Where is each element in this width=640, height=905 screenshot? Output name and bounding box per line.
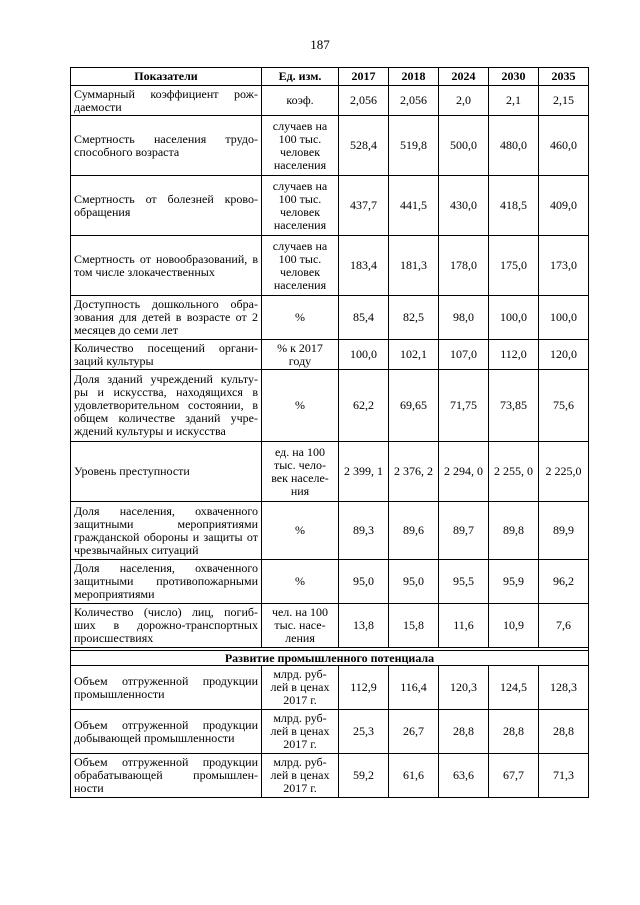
value-cell: 430,0 [439, 176, 489, 236]
value-cell: 437,7 [339, 176, 389, 236]
value-cell: 26,7 [389, 710, 439, 754]
indicator-cell: Доля зданий учреждений культу- ры и искусства, находящихся в удовлетворительном состоянии, в общем количестве зданий учре- ждений культуры и искусства [71, 370, 262, 442]
value-cell: 2,1 [489, 86, 539, 116]
value-cell: 100,0 [539, 296, 589, 340]
indicator-cell: Доля населения, охваченного защитными противопожарными мероприятиями [71, 560, 262, 604]
unit-cell: % [262, 296, 339, 340]
value-cell: 2,056 [339, 86, 389, 116]
value-cell: 95,9 [489, 560, 539, 604]
section-row [71, 651, 589, 666]
value-cell: 28,8 [489, 710, 539, 754]
value-cell: 173,0 [539, 236, 589, 296]
indicator-cell: Доля населения, охваченного защитными мероприятиями гражданской обороны и защиты от чрезвычайных ситуаций [71, 502, 262, 560]
value-cell: 441,5 [389, 176, 439, 236]
value-cell: 460,0 [539, 116, 589, 176]
value-cell: 71,75 [439, 370, 489, 442]
value-cell: 67,7 [489, 754, 539, 798]
value-cell: 100,0 [489, 296, 539, 340]
indicator-cell: Смертность от новообразований, в том числе злокачественных [71, 236, 262, 296]
table-row [71, 86, 589, 116]
indicator-cell: Смертность населения трудо- способного возраста [71, 116, 262, 176]
value-cell: 15,8 [389, 604, 439, 648]
value-cell: 89,7 [439, 502, 489, 560]
value-cell: 112,0 [489, 340, 539, 370]
value-cell: 120,0 [539, 340, 589, 370]
indicators-table [70, 67, 589, 798]
column-header-year: 2035 [539, 68, 589, 86]
unit-cell: случаев на 100 тыс. человек населения [262, 176, 339, 236]
unit-cell: случаев на 100 тыс. человек населения [262, 236, 339, 296]
value-cell: 98,0 [439, 296, 489, 340]
unit-cell: чел. на 100 тыс. насе- ления [262, 604, 339, 648]
unit-cell: коэф. [262, 86, 339, 116]
value-cell: 13,8 [339, 604, 389, 648]
table-row [71, 370, 589, 442]
unit-cell: % [262, 560, 339, 604]
value-cell: 100,0 [339, 340, 389, 370]
value-cell: 2,056 [389, 86, 439, 116]
value-cell: 89,6 [389, 502, 439, 560]
value-cell: 480,0 [489, 116, 539, 176]
column-header-year: 2024 [439, 68, 489, 86]
page-number: 187 [310, 37, 330, 52]
value-cell: 2 255, 0 [489, 442, 539, 502]
table-row [71, 296, 589, 340]
value-cell: 85,4 [339, 296, 389, 340]
indicator-cell: Объем отгруженной продукции добывающей промышленности [71, 710, 262, 754]
indicator-cell: Объем отгруженной продукции обрабатывающей промышлен- ности [71, 754, 262, 798]
value-cell: 112,9 [339, 666, 389, 710]
indicator-cell: Объем отгруженной продукции промышленности [71, 666, 262, 710]
table-row [71, 710, 589, 754]
column-header-unit: Ед. изм. [262, 68, 339, 86]
value-cell: 95,0 [339, 560, 389, 604]
value-cell: 95,5 [439, 560, 489, 604]
value-cell: 102,1 [389, 340, 439, 370]
value-cell: 2 376, 2 [389, 442, 439, 502]
value-cell: 71,3 [539, 754, 589, 798]
value-cell: 89,9 [539, 502, 589, 560]
value-cell: 519,8 [389, 116, 439, 176]
value-cell: 2 399, 1 [339, 442, 389, 502]
value-cell: 2 294, 0 [439, 442, 489, 502]
indicator-cell: Уровень преступности [71, 442, 262, 502]
value-cell: 89,8 [489, 502, 539, 560]
table-row [71, 176, 589, 236]
column-header-year: 2017 [339, 68, 389, 86]
indicator-cell: Количество (число) лиц, погиб- ших в дорожно-транспортных происшествиях [71, 604, 262, 648]
column-header-year: 2030 [489, 68, 539, 86]
value-cell: 178,0 [439, 236, 489, 296]
unit-cell: % [262, 502, 339, 560]
value-cell: 2 225,0 [539, 442, 589, 502]
value-cell: 96,2 [539, 560, 589, 604]
value-cell: 116,4 [389, 666, 439, 710]
indicator-cell: Суммарный коэффициент рож- даемости [71, 86, 262, 116]
unit-cell: случаев на 100 тыс. человек населения [262, 116, 339, 176]
value-cell: 418,5 [489, 176, 539, 236]
value-cell: 59,2 [339, 754, 389, 798]
table-row [71, 666, 589, 710]
unit-cell: % [262, 370, 339, 442]
table-row [71, 236, 589, 296]
column-header-year: 2018 [389, 68, 439, 86]
value-cell: 409,0 [539, 176, 589, 236]
value-cell: 2,15 [539, 86, 589, 116]
value-cell: 124,5 [489, 666, 539, 710]
unit-cell: млрд. руб- лей в ценах 2017 г. [262, 710, 339, 754]
column-header-indicator: Показатели [71, 68, 262, 86]
value-cell: 181,3 [389, 236, 439, 296]
value-cell: 63,6 [439, 754, 489, 798]
value-cell: 2,0 [439, 86, 489, 116]
indicator-cell: Доступность дошкольного обра- зования для детей в возрасте от 2 месяцев до семи лет [71, 296, 262, 340]
value-cell: 500,0 [439, 116, 489, 176]
value-cell: 62,2 [339, 370, 389, 442]
value-cell: 7,6 [539, 604, 589, 648]
table-row [71, 340, 589, 370]
indicator-cell: Смертность от болезней крово- обращения [71, 176, 262, 236]
indicator-cell: Количество посещений органи- заций культуры [71, 340, 262, 370]
unit-cell: млрд. руб- лей в ценах 2017 г. [262, 754, 339, 798]
table-row [71, 116, 589, 176]
value-cell: 120,3 [439, 666, 489, 710]
value-cell: 528,4 [339, 116, 389, 176]
table-row [71, 604, 589, 648]
value-cell: 175,0 [489, 236, 539, 296]
section-title: Развитие промышленного потенциала [71, 651, 589, 666]
table-row [71, 754, 589, 798]
value-cell: 89,3 [339, 502, 389, 560]
table-row [71, 502, 589, 560]
table-row [71, 442, 589, 502]
value-cell: 25,3 [339, 710, 389, 754]
value-cell: 75,6 [539, 370, 589, 442]
header-row [71, 68, 589, 86]
value-cell: 107,0 [439, 340, 489, 370]
table-row [71, 560, 589, 604]
value-cell: 82,5 [389, 296, 439, 340]
unit-cell: ед. на 100 тыс. чело- век населе- ния [262, 442, 339, 502]
value-cell: 69,65 [389, 370, 439, 442]
unit-cell: млрд. руб- лей в ценах 2017 г. [262, 666, 339, 710]
value-cell: 95,0 [389, 560, 439, 604]
value-cell: 28,8 [439, 710, 489, 754]
value-cell: 73,85 [489, 370, 539, 442]
unit-cell: % к 2017 году [262, 340, 339, 370]
value-cell: 128,3 [539, 666, 589, 710]
value-cell: 10,9 [489, 604, 539, 648]
value-cell: 28,8 [539, 710, 589, 754]
value-cell: 11,6 [439, 604, 489, 648]
value-cell: 61,6 [389, 754, 439, 798]
value-cell: 183,4 [339, 236, 389, 296]
